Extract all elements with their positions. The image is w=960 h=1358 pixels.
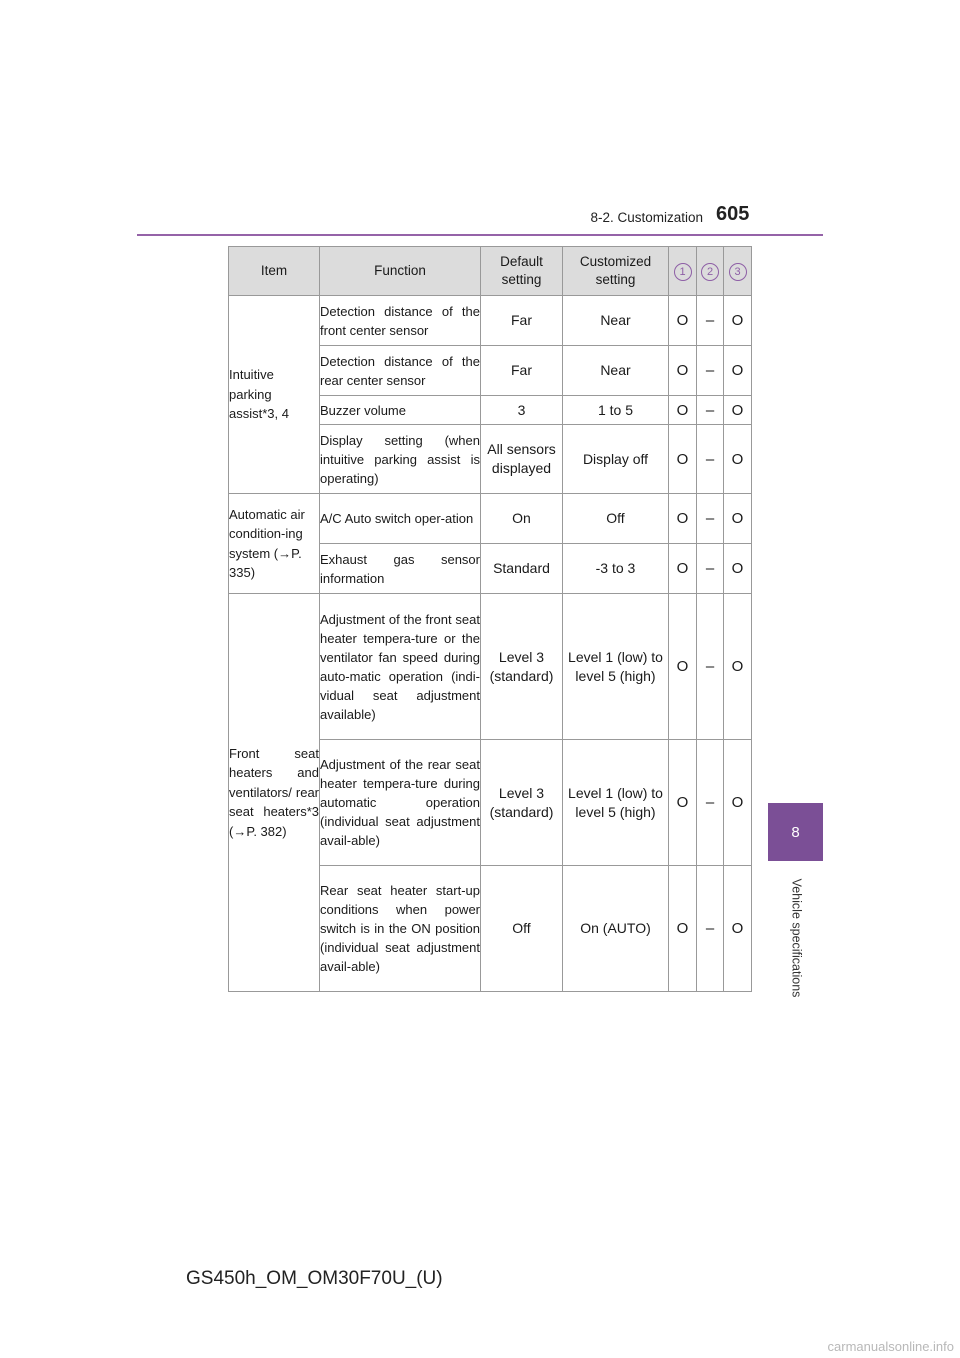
customized-cell: -3 to 3	[563, 544, 669, 594]
mark-cell: O	[724, 740, 752, 866]
customized-cell: Near	[563, 346, 669, 396]
header-default-setting: Default setting	[481, 247, 563, 296]
mark-cell: O	[669, 544, 697, 594]
mark-cell: O	[669, 594, 697, 740]
function-cell: Detection distance of the front center sensor	[320, 296, 481, 346]
mark-cell: –	[697, 396, 724, 425]
mark-cell: O	[669, 296, 697, 346]
section-title: 8-2. Customization	[590, 210, 703, 225]
header-item: Item	[229, 247, 320, 296]
default-cell: Level 3 (standard)	[481, 594, 563, 740]
mark-cell: –	[697, 866, 724, 992]
customization-table	[228, 246, 752, 992]
function-cell: Display setting (when intuitive parking assist is operating)	[320, 425, 481, 494]
mark-cell: O	[724, 594, 752, 740]
watermark: carmanualsonline.info	[827, 1339, 954, 1354]
customized-cell: Level 1 (low) to level 5 (high)	[563, 594, 669, 740]
table-row	[229, 494, 752, 544]
customized-cell: Off	[563, 494, 669, 544]
header-rule	[137, 234, 823, 236]
item-cell: Automatic air condition-ing system (→P. 335)	[229, 494, 320, 594]
mark-cell: O	[669, 494, 697, 544]
mark-cell: –	[697, 740, 724, 866]
mark-cell: O	[669, 346, 697, 396]
table-header-row	[229, 247, 752, 296]
function-cell: Adjustment of the front seat heater tempera-ture or the ventilator fan speed during auto-matic operation (indi-vidual seat adjustment available)	[320, 594, 481, 740]
function-cell: A/C Auto switch oper-ation	[320, 494, 481, 544]
mark-cell: –	[697, 425, 724, 494]
customized-cell: On (AUTO)	[563, 866, 669, 992]
chapter-title: Vehicle specifications	[789, 878, 804, 998]
circled-number-1-icon: 1	[674, 263, 692, 281]
default-cell: On	[481, 494, 563, 544]
chapter-number: 8	[791, 823, 800, 841]
item-cell: Front seat heaters and ventilators/ rear seat heaters*3 (→P. 382)	[229, 594, 320, 992]
mark-cell: O	[724, 425, 752, 494]
mark-cell: O	[724, 296, 752, 346]
function-cell: Detection distance of the rear center sensor	[320, 346, 481, 396]
chapter-label	[746, 870, 846, 1006]
mark-cell: O	[669, 396, 697, 425]
mark-cell: –	[697, 296, 724, 346]
header-col-2	[697, 247, 724, 296]
mark-cell: –	[697, 346, 724, 396]
mark-cell: O	[669, 740, 697, 866]
mark-cell: O	[724, 866, 752, 992]
customized-cell: Level 1 (low) to level 5 (high)	[563, 740, 669, 866]
mark-cell: –	[697, 494, 724, 544]
item-cell: Intuitive parking assist*3, 4	[229, 296, 320, 494]
function-cell: Adjustment of the rear seat heater tempera-ture during automatic operation (individual seat adjustment avail-able)	[320, 740, 481, 866]
mark-cell: O	[724, 544, 752, 594]
default-cell: All sensors displayed	[481, 425, 563, 494]
default-cell: Far	[481, 296, 563, 346]
document-id: GS450h_OM_OM30F70U_(U)	[186, 1268, 443, 1289]
circled-number-2-icon: 2	[701, 263, 719, 281]
table-row	[229, 296, 752, 346]
header-customized-setting: Customized setting	[563, 247, 669, 296]
customized-cell: 1 to 5	[563, 396, 669, 425]
default-cell: Standard	[481, 544, 563, 594]
customized-cell: Near	[563, 296, 669, 346]
mark-cell: O	[724, 396, 752, 425]
table-row	[229, 594, 752, 740]
default-cell: Far	[481, 346, 563, 396]
mark-cell: O	[669, 866, 697, 992]
mark-cell: –	[697, 594, 724, 740]
header-function: Function	[320, 247, 481, 296]
mark-cell: O	[724, 494, 752, 544]
mark-cell: O	[724, 346, 752, 396]
header-col-1	[669, 247, 697, 296]
default-cell: Off	[481, 866, 563, 992]
default-cell: Level 3 (standard)	[481, 740, 563, 866]
customized-cell: Display off	[563, 425, 669, 494]
default-cell: 3	[481, 396, 563, 425]
circled-number-3-icon: 3	[729, 263, 747, 281]
function-cell: Exhaust gas sensor information	[320, 544, 481, 594]
page-number: 605	[716, 203, 750, 225]
mark-cell: O	[669, 425, 697, 494]
function-cell: Rear seat heater start-up conditions when power switch is in the ON position (individual seat adjustment avail-able)	[320, 866, 481, 992]
mark-cell: –	[697, 544, 724, 594]
function-cell: Buzzer volume	[320, 396, 481, 425]
chapter-tab	[768, 803, 823, 861]
header-col-3	[724, 247, 752, 296]
